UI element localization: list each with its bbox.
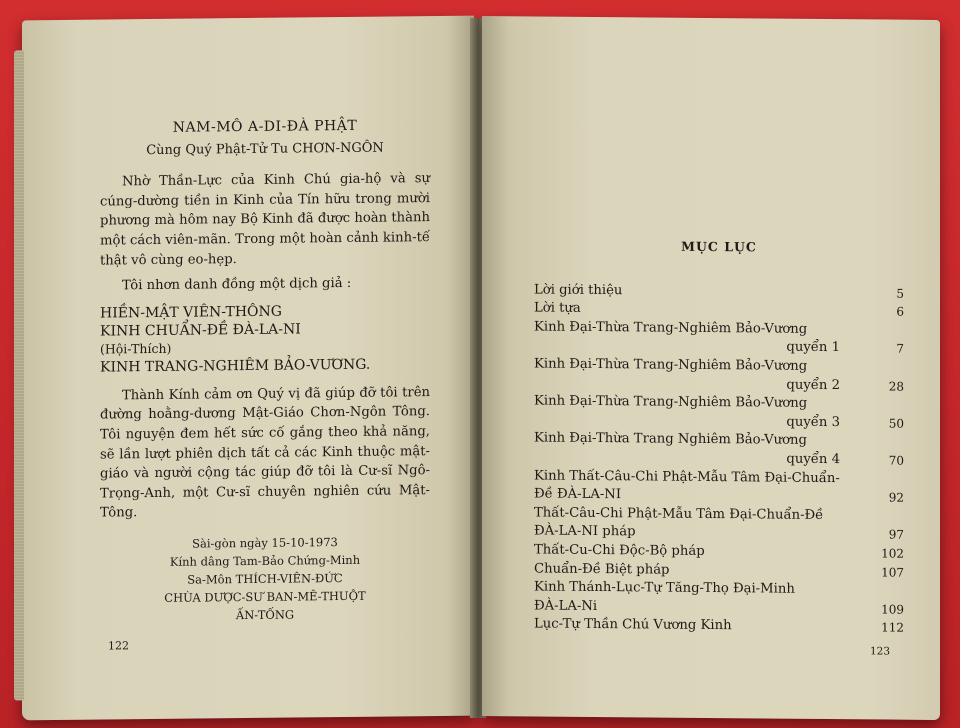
- toc-entry-page: 5: [896, 286, 904, 301]
- dedication-subtitle: Cùng Quý Phật-Tử Tu CHƠN-NGÔN: [146, 140, 384, 158]
- toc-entry-text: Kinh Thánh-Lục-Tự Tăng-Thọ Đại-Minh: [534, 579, 795, 597]
- toc-entry-page: 109: [881, 602, 904, 617]
- left-page: [22, 16, 474, 721]
- paragraph-gratitude: Thành Kính cảm ơn Quý vị đã giúp đỡ tôi trên đường hoằng-dương Mật-Giáo Chơn-Ngôn Tông. Tôi nguyện đem hết sức cố gắng theo khả năng, sẽ lần lượt phiên dịch tất cả các Kinh thuộc mật-giáo và người cộng tác giúp đỡ tôi là Cư-sĩ Ngô-Trọng-Anh, một Cư-sĩ chuyên nghiên cứu Mật-Tông.: [100, 384, 430, 521]
- toc-entry-page: 28: [888, 379, 904, 394]
- toc-entry-text: Đề ĐÀ-LA-NI: [534, 486, 622, 503]
- toc-entry-text: Thất-Cu-Chi Độc-Bộ pháp: [534, 542, 705, 559]
- work-title: KINH TRANG-NGHIÊM BẢO-VƯƠNG.: [100, 356, 371, 376]
- page-number-left: 122: [108, 639, 129, 653]
- toc-entry-page: [864, 395, 904, 414]
- toc-entry-page: 50: [888, 416, 904, 431]
- toc-entry-page: 107: [881, 564, 904, 580]
- toc-entry-text: Kinh Đại-Thừa Trang-Nghiêm Bảo-Vương: [534, 356, 808, 374]
- toc-entry-text: quyển 4: [786, 451, 840, 468]
- signature-name: Sa-Môn THÍCH-VIÊN-ĐỨC: [187, 570, 343, 587]
- toc-entry-page: [864, 358, 904, 377]
- toc-entry-page: [864, 581, 904, 600]
- toc-entry: [534, 616, 904, 638]
- work-title: HIỀN-MẬT VIÊN-THÔNG: [100, 303, 282, 322]
- page-number-right: 123: [870, 645, 891, 658]
- toc-entry-page: 92: [888, 490, 904, 505]
- signature-print: ẤN-TỐNG: [235, 607, 295, 623]
- signature-line: Kính dâng Tam-Bảo Chứng-Minh: [169, 552, 361, 569]
- signature-temple: CHÙA DƯỢC-SƯ BAN-MÊ-THUỘT: [164, 588, 366, 605]
- paragraph-translator-intro: Tôi nhơn danh đồng một dịch giả :: [122, 276, 352, 294]
- toc-entry-page: 6: [896, 304, 904, 319]
- toc-entry-page: 97: [888, 527, 904, 542]
- toc-entry-page: 7: [896, 341, 904, 357]
- dedication-title: NAM-MÔ A-DI-ĐÀ PHẬT: [172, 117, 358, 136]
- open-book: [22, 18, 940, 718]
- toc-entry-text: Lời tựa: [534, 300, 581, 317]
- toc-entry-text: ĐÀ-LA-Ni: [534, 598, 598, 614]
- toc-entry-page: [864, 507, 904, 526]
- toc-entry-page: [864, 470, 904, 489]
- left-page-content: [100, 116, 430, 625]
- toc-entry-page: 102: [881, 546, 904, 561]
- toc-entry-text: Lục-Tự Thần Chú Vương Kinh: [534, 616, 732, 634]
- toc-entry-text: Kinh Đại-Thừa Trang-Nghiêm Bảo-Vương: [534, 319, 808, 337]
- toc-entry-page: 70: [888, 453, 904, 468]
- toc-entry-text: quyển 1: [786, 340, 840, 356]
- toc-entry-text: Thất-Câu-Chi Phật-Mẫu Tâm Đại-Chuẩn-Đề: [534, 505, 824, 523]
- toc-entry-text: Kinh Thất-Câu-Chi Phật-Mẫu Tâm Đại-Chuẩn-: [534, 467, 840, 486]
- toc-entry-text: quyển 3: [786, 414, 840, 430]
- toc-entry-page: [864, 433, 904, 452]
- table-of-contents: [534, 236, 904, 637]
- signature-block: [100, 532, 430, 625]
- toc-title: MỤC LỤC: [681, 238, 757, 255]
- right-page: [482, 16, 940, 720]
- toc-entry-page: 112: [881, 620, 904, 635]
- toc-entry-text: Chuẩn-Đề Biệt pháp: [534, 560, 670, 578]
- toc-entry-page: [864, 321, 904, 340]
- toc-entry-text: quyển 2: [786, 377, 840, 393]
- toc-entry-text: Kinh Đại-Thừa Trang Nghiêm Bảo-Vương: [534, 430, 807, 449]
- paragraph-thanks: Nhờ Thần-Lực của Kinh Chú gia-hộ và sự cúng-dường tiền in Kinh của Tín hữu trong mười phương mà hôm nay Bộ Kinh đã được hoàn thành một cách viên-mãn. Trong một hoàn cảnh kinh-tế thật vô cùng eo-hẹp.: [100, 171, 430, 269]
- translated-works-list: [100, 301, 430, 376]
- work-title: KINH CHUẨN-ĐỀ ĐÀ-LA-NI: [100, 321, 301, 340]
- work-note: (Hội-Thích): [100, 340, 172, 357]
- toc-entry-text: Kinh Đại-Thừa Trang-Nghiêm Bảo-Vương: [534, 393, 808, 411]
- signature-date: Sài-gòn ngày 15-10-1973: [192, 534, 338, 551]
- toc-entry-text: Lời giới thiệu: [534, 282, 623, 298]
- toc-entry-text: ĐÀ-LA-NI pháp: [534, 523, 636, 540]
